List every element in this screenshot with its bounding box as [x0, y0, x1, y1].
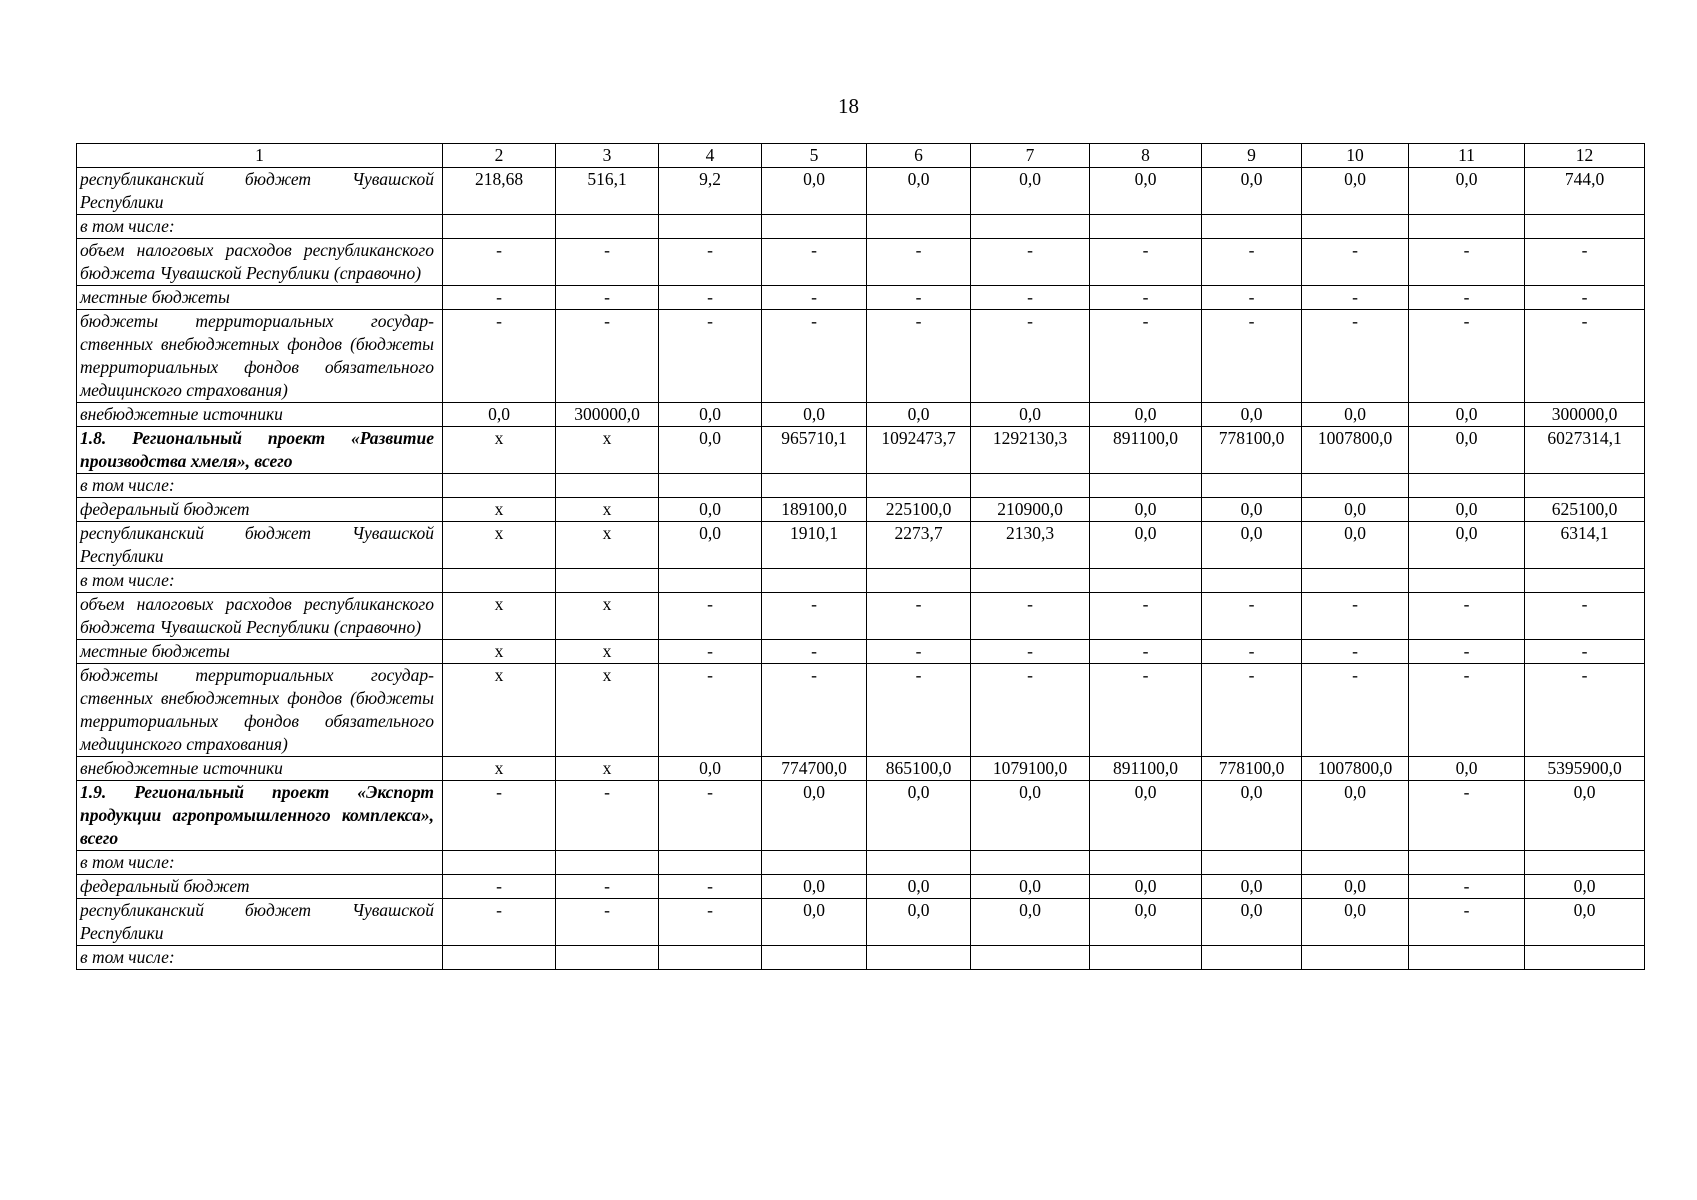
value-cell: 0,0 [659, 427, 762, 474]
row-label-cell: республиканский бюджет Чувашской Республики [77, 899, 443, 946]
value-cell: 0,0 [1409, 757, 1525, 781]
value-cell: - [971, 239, 1090, 286]
value-cell [762, 215, 867, 239]
value-cell: 891100,0 [1090, 757, 1202, 781]
value-cell: - [1302, 310, 1409, 403]
value-cell: - [762, 286, 867, 310]
value-cell [1409, 946, 1525, 970]
value-cell: - [1090, 593, 1202, 640]
value-cell [659, 946, 762, 970]
value-cell: 1292130,3 [971, 427, 1090, 474]
value-cell: х [443, 522, 556, 569]
value-cell: - [762, 640, 867, 664]
value-cell: - [762, 664, 867, 757]
value-cell: 0,0 [1090, 899, 1202, 946]
value-cell: - [867, 239, 971, 286]
header-row [77, 144, 1645, 168]
row-label-cell: бюджеты территориальных государственных внебюджетных фондов (бюджеты территориальных фондов обязательного медицинского страхования) [77, 310, 443, 403]
value-cell: 0,0 [1525, 875, 1645, 899]
value-cell: х [556, 427, 659, 474]
value-cell: - [556, 239, 659, 286]
table-row [77, 403, 1645, 427]
value-cell: 0,0 [443, 403, 556, 427]
value-cell: - [556, 310, 659, 403]
value-cell: - [1302, 640, 1409, 664]
value-cell [1090, 946, 1202, 970]
value-cell: 189100,0 [762, 498, 867, 522]
row-label-cell: объем налоговых расходов республиканского бюджета Чувашской Республики (справочно) [77, 239, 443, 286]
value-cell: 0,0 [659, 403, 762, 427]
value-cell [1090, 851, 1202, 875]
value-cell: х [556, 498, 659, 522]
value-cell: - [1090, 310, 1202, 403]
value-cell: - [971, 593, 1090, 640]
value-cell: - [1302, 593, 1409, 640]
table-row [77, 427, 1645, 474]
table-row [77, 310, 1645, 403]
value-cell: 0,0 [1302, 899, 1409, 946]
value-cell: - [659, 875, 762, 899]
table-row [77, 664, 1645, 757]
value-cell: - [1409, 310, 1525, 403]
value-cell [556, 569, 659, 593]
value-cell: 0,0 [1202, 403, 1302, 427]
page-number: 18 [838, 94, 859, 118]
value-cell: 0,0 [1090, 403, 1202, 427]
header-cell: 7 [971, 144, 1090, 168]
value-cell [1090, 569, 1202, 593]
value-cell: - [1525, 310, 1645, 403]
value-cell: 778100,0 [1202, 427, 1302, 474]
value-cell [762, 851, 867, 875]
value-cell: х [443, 757, 556, 781]
value-cell [443, 851, 556, 875]
value-cell: - [659, 593, 762, 640]
value-cell: - [443, 286, 556, 310]
value-cell: 2273,7 [867, 522, 971, 569]
value-cell [659, 569, 762, 593]
value-cell: 6314,1 [1525, 522, 1645, 569]
value-cell: 0,0 [1090, 168, 1202, 215]
value-cell: - [1525, 664, 1645, 757]
value-cell: - [762, 310, 867, 403]
value-cell: - [443, 899, 556, 946]
row-label-cell: объем налоговых расходов республиканского бюджета Чувашской Республики (справочно) [77, 593, 443, 640]
row-label-cell: местные бюджеты [77, 286, 443, 310]
value-cell [1409, 569, 1525, 593]
row-label-cell: в том числе: [77, 851, 443, 875]
value-cell: - [762, 593, 867, 640]
value-cell: 0,0 [867, 403, 971, 427]
value-cell: - [659, 899, 762, 946]
value-cell: - [556, 286, 659, 310]
value-cell [1409, 215, 1525, 239]
value-cell: - [1090, 664, 1202, 757]
value-cell: 0,0 [1409, 168, 1525, 215]
row-label-cell: федеральный бюджет [77, 498, 443, 522]
value-cell: 0,0 [971, 875, 1090, 899]
table-row [77, 498, 1645, 522]
value-cell [762, 474, 867, 498]
value-cell [1090, 215, 1202, 239]
table-row [77, 168, 1645, 215]
value-cell [1302, 946, 1409, 970]
value-cell: 0,0 [971, 899, 1090, 946]
value-cell: - [867, 593, 971, 640]
value-cell: - [1302, 239, 1409, 286]
value-cell: 774700,0 [762, 757, 867, 781]
row-label-cell: бюджеты территориальных государственных внебюджетных фондов (бюджеты территориальных фондов обязательного медицинского страхования) [77, 664, 443, 757]
value-cell: 0,0 [762, 781, 867, 851]
value-cell: 0,0 [867, 899, 971, 946]
value-cell: - [659, 286, 762, 310]
value-cell [867, 474, 971, 498]
value-cell [1090, 474, 1202, 498]
value-cell: х [443, 664, 556, 757]
value-cell: - [1202, 286, 1302, 310]
row-label-cell: местные бюджеты [77, 640, 443, 664]
value-cell [1202, 851, 1302, 875]
value-cell [556, 946, 659, 970]
value-cell: 300000,0 [556, 403, 659, 427]
value-cell: - [1090, 286, 1202, 310]
value-cell: 0,0 [1090, 781, 1202, 851]
value-cell: 0,0 [1302, 498, 1409, 522]
value-cell: - [971, 286, 1090, 310]
value-cell: 0,0 [1302, 875, 1409, 899]
value-cell: - [1202, 640, 1302, 664]
value-cell: - [659, 664, 762, 757]
header-cell: 3 [556, 144, 659, 168]
value-cell: - [1409, 664, 1525, 757]
row-label-cell: федеральный бюджет [77, 875, 443, 899]
value-cell: 0,0 [659, 757, 762, 781]
row-label-cell: в том числе: [77, 569, 443, 593]
value-cell [1302, 215, 1409, 239]
section-title-cell: 1.9. Региональный проект «Экспорт продукции агропромышленного комплекса», всего [77, 781, 443, 851]
value-cell: 778100,0 [1202, 757, 1302, 781]
value-cell [1202, 569, 1302, 593]
table-row [77, 522, 1645, 569]
row-label-cell: в том числе: [77, 474, 443, 498]
value-cell: 0,0 [1202, 781, 1302, 851]
table-row [77, 640, 1645, 664]
value-cell: - [1409, 286, 1525, 310]
value-cell: - [1525, 239, 1645, 286]
value-cell: 0,0 [1202, 498, 1302, 522]
value-cell [971, 851, 1090, 875]
value-cell: - [556, 899, 659, 946]
table-row [77, 946, 1645, 970]
value-cell: 0,0 [971, 403, 1090, 427]
value-cell: 5395900,0 [1525, 757, 1645, 781]
value-cell: - [443, 781, 556, 851]
header-cell: 2 [443, 144, 556, 168]
section-title-cell: 1.8. Региональный проект «Развитие производства хмеля», всего [77, 427, 443, 474]
value-cell [443, 215, 556, 239]
value-cell: 0,0 [1525, 781, 1645, 851]
value-cell: - [556, 875, 659, 899]
value-cell: - [1090, 640, 1202, 664]
value-cell [971, 474, 1090, 498]
table-body [77, 144, 1645, 970]
table-row [77, 781, 1645, 851]
value-cell: 1079100,0 [971, 757, 1090, 781]
value-cell [556, 215, 659, 239]
budget-table [76, 143, 1645, 970]
value-cell [1525, 215, 1645, 239]
value-cell: - [762, 239, 867, 286]
row-label-cell: в том числе: [77, 215, 443, 239]
value-cell [1525, 474, 1645, 498]
value-cell [659, 215, 762, 239]
value-cell: х [443, 593, 556, 640]
value-cell: 0,0 [1409, 498, 1525, 522]
value-cell [867, 946, 971, 970]
value-cell: 1092473,7 [867, 427, 971, 474]
value-cell: 1007800,0 [1302, 757, 1409, 781]
value-cell: - [867, 640, 971, 664]
value-cell [762, 946, 867, 970]
value-cell: 6027314,1 [1525, 427, 1645, 474]
value-cell: 0,0 [762, 168, 867, 215]
value-cell: 0,0 [1409, 522, 1525, 569]
value-cell: 0,0 [1202, 522, 1302, 569]
value-cell: - [659, 781, 762, 851]
row-label-cell: в том числе: [77, 946, 443, 970]
value-cell: - [1409, 899, 1525, 946]
value-cell [1202, 215, 1302, 239]
header-cell: 6 [867, 144, 971, 168]
value-cell: - [1409, 781, 1525, 851]
value-cell: х [556, 757, 659, 781]
value-cell: - [659, 640, 762, 664]
value-cell: х [556, 593, 659, 640]
value-cell: - [1202, 664, 1302, 757]
value-cell: х [556, 640, 659, 664]
table-row [77, 593, 1645, 640]
value-cell: - [1409, 593, 1525, 640]
table-row [77, 757, 1645, 781]
header-cell: 5 [762, 144, 867, 168]
value-cell: 625100,0 [1525, 498, 1645, 522]
value-cell [1202, 946, 1302, 970]
value-cell: 0,0 [867, 781, 971, 851]
value-cell [867, 569, 971, 593]
value-cell: - [1409, 875, 1525, 899]
value-cell: - [1302, 664, 1409, 757]
table-row [77, 474, 1645, 498]
value-cell: - [1525, 593, 1645, 640]
value-cell [1409, 851, 1525, 875]
value-cell: - [971, 664, 1090, 757]
header-cell: 8 [1090, 144, 1202, 168]
table-row [77, 851, 1645, 875]
value-cell: 0,0 [1090, 875, 1202, 899]
value-cell: 0,0 [1302, 168, 1409, 215]
value-cell: - [867, 286, 971, 310]
value-cell: - [1409, 239, 1525, 286]
value-cell [556, 851, 659, 875]
value-cell [867, 851, 971, 875]
value-cell: - [971, 310, 1090, 403]
value-cell: х [443, 640, 556, 664]
value-cell: - [971, 640, 1090, 664]
value-cell [1302, 851, 1409, 875]
value-cell [1409, 474, 1525, 498]
value-cell: 0,0 [1090, 522, 1202, 569]
value-cell [443, 946, 556, 970]
row-label-cell: внебюджетные источники [77, 757, 443, 781]
value-cell: 300000,0 [1525, 403, 1645, 427]
value-cell: - [556, 781, 659, 851]
value-cell: - [1090, 239, 1202, 286]
value-cell: - [443, 310, 556, 403]
value-cell [762, 569, 867, 593]
value-cell [1302, 474, 1409, 498]
value-cell: х [443, 498, 556, 522]
value-cell: 0,0 [867, 168, 971, 215]
value-cell: 965710,1 [762, 427, 867, 474]
value-cell: 891100,0 [1090, 427, 1202, 474]
value-cell: 0,0 [971, 781, 1090, 851]
value-cell: 865100,0 [867, 757, 971, 781]
table-row [77, 569, 1645, 593]
header-cell: 4 [659, 144, 762, 168]
value-cell: 0,0 [659, 522, 762, 569]
value-cell: - [443, 875, 556, 899]
value-cell: 0,0 [1302, 522, 1409, 569]
value-cell: - [867, 310, 971, 403]
value-cell: 0,0 [1202, 899, 1302, 946]
row-label-cell: республиканский бюджет Чувашской Республики [77, 168, 443, 215]
header-cell: 10 [1302, 144, 1409, 168]
value-cell: - [1202, 593, 1302, 640]
header-cell: 12 [1525, 144, 1645, 168]
value-cell: - [1202, 310, 1302, 403]
value-cell: 0,0 [971, 168, 1090, 215]
header-cell: 9 [1202, 144, 1302, 168]
value-cell: 0,0 [762, 899, 867, 946]
value-cell: 0,0 [1525, 899, 1645, 946]
table-row [77, 899, 1645, 946]
value-cell: 218,68 [443, 168, 556, 215]
row-label-cell: республиканский бюджет Чувашской Республики [77, 522, 443, 569]
value-cell: 744,0 [1525, 168, 1645, 215]
value-cell: 0,0 [1409, 403, 1525, 427]
value-cell: 0,0 [1409, 427, 1525, 474]
value-cell [659, 851, 762, 875]
value-cell: х [443, 427, 556, 474]
value-cell: - [659, 310, 762, 403]
value-cell: - [443, 239, 556, 286]
value-cell: - [1302, 286, 1409, 310]
value-cell: - [659, 239, 762, 286]
table-row [77, 215, 1645, 239]
value-cell: 0,0 [1302, 781, 1409, 851]
value-cell: 516,1 [556, 168, 659, 215]
value-cell: 9,2 [659, 168, 762, 215]
value-cell [1525, 851, 1645, 875]
value-cell [1525, 569, 1645, 593]
value-cell: 0,0 [1302, 403, 1409, 427]
value-cell: х [556, 664, 659, 757]
value-cell: - [1202, 239, 1302, 286]
value-cell [443, 569, 556, 593]
value-cell [971, 946, 1090, 970]
header-cell: 1 [77, 144, 443, 168]
value-cell: - [1525, 640, 1645, 664]
value-cell: 0,0 [1202, 875, 1302, 899]
value-cell [1202, 474, 1302, 498]
value-cell: 2130,3 [971, 522, 1090, 569]
table-row [77, 286, 1645, 310]
value-cell: 0,0 [1202, 168, 1302, 215]
value-cell [659, 474, 762, 498]
header-cell: 11 [1409, 144, 1525, 168]
value-cell: 1007800,0 [1302, 427, 1409, 474]
value-cell: 0,0 [1090, 498, 1202, 522]
value-cell: 0,0 [762, 875, 867, 899]
value-cell [443, 474, 556, 498]
value-cell [1302, 569, 1409, 593]
value-cell: 1910,1 [762, 522, 867, 569]
value-cell: - [1409, 640, 1525, 664]
row-label-cell: внебюджетные источники [77, 403, 443, 427]
table-row [77, 239, 1645, 286]
value-cell: 0,0 [867, 875, 971, 899]
table-row [77, 875, 1645, 899]
value-cell [867, 215, 971, 239]
value-cell: 225100,0 [867, 498, 971, 522]
value-cell [1525, 946, 1645, 970]
value-cell: 210900,0 [971, 498, 1090, 522]
value-cell: - [1525, 286, 1645, 310]
value-cell: х [556, 522, 659, 569]
value-cell: - [867, 664, 971, 757]
value-cell [556, 474, 659, 498]
value-cell: 0,0 [659, 498, 762, 522]
value-cell: 0,0 [762, 403, 867, 427]
value-cell [971, 215, 1090, 239]
value-cell [971, 569, 1090, 593]
